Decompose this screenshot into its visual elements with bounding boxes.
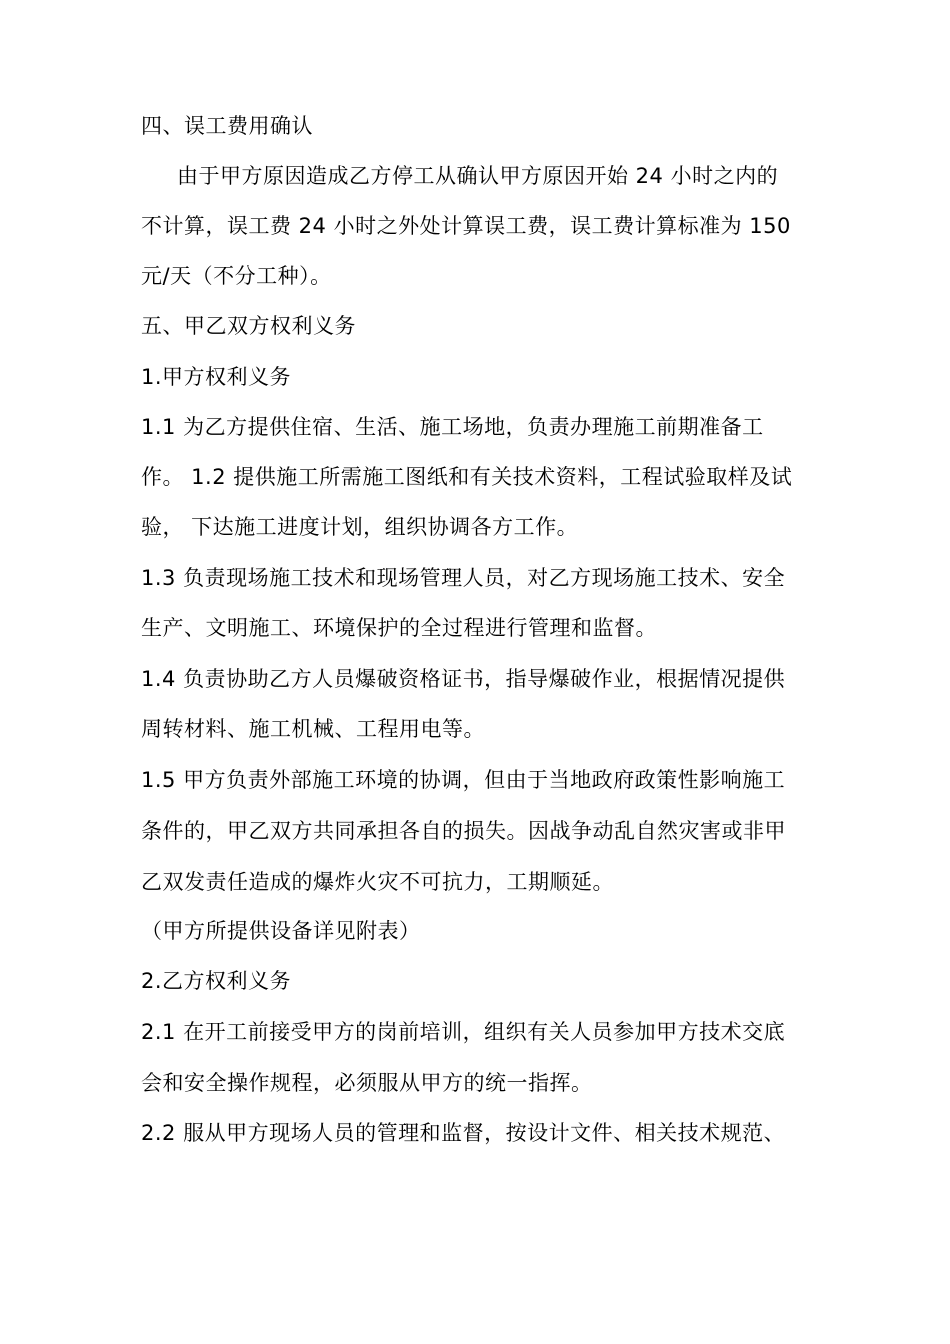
paragraph-line: 周转材料、施工机械、工程用电等。: [141, 717, 485, 741]
section-four-heading: 四、误工费用确认: [141, 114, 313, 138]
paragraph-line: 2.1 在开工前接受甲方的岗前培训，组织有关人员参加甲方技术交底: [141, 1020, 786, 1044]
subsection-heading: 2.乙方权利义务: [141, 969, 292, 993]
paragraph-line: 会和安全操作规程，必须服从甲方的统一指挥。: [141, 1071, 593, 1095]
paragraph-line: 由于甲方原因造成乙方停工从确认甲方原因开始 24 小时之内的: [177, 164, 779, 188]
paragraph-line: 1.5 甲方负责外部施工环境的协调，但由于当地政府政策性影响施工: [141, 768, 786, 792]
paragraph-line: （甲方所提供设备详见附表）: [141, 919, 421, 943]
section-five-heading: 五、甲乙双方权利义务: [141, 314, 356, 338]
paragraph-line: 生产、文明施工、环境保护的全过程进行管理和监督。: [141, 616, 657, 640]
paragraph-line: 验， 下达施工进度计划，组织协调各方工作。: [141, 515, 579, 539]
paragraph-line: 作。 1.2 提供施工所需施工图纸和有关技术资料，工程试验取样及试: [141, 465, 793, 489]
paragraph-line: 1.4 负责协助乙方人员爆破资格证书，指导爆破作业，根据情况提供: [141, 667, 786, 691]
paragraph-line: 不计算，误工费 24 小时之外处计算误工费，误工费计算标准为 150: [141, 214, 791, 238]
paragraph-line: 1.3 负责现场施工技术和现场管理人员，对乙方现场施工技术、安全: [141, 566, 786, 590]
paragraph-line: 2.2 服从甲方现场人员的管理和监督，按设计文件、相关技术规范、: [141, 1121, 786, 1145]
paragraph-line: 乙双发责任造成的爆炸火灾不可抗力，工期顺延。: [141, 870, 614, 894]
paragraph-line: 1.1 为乙方提供住宿、生活、施工场地，负责办理施工前期准备工: [141, 415, 764, 439]
subsection-heading: 1.甲方权利义务: [141, 365, 292, 389]
paragraph-line: 元/天（不分工种）。: [141, 264, 332, 288]
paragraph-line: 条件的，甲乙双方共同承担各自的损失。因战争动乱自然灾害或非甲: [141, 819, 786, 843]
